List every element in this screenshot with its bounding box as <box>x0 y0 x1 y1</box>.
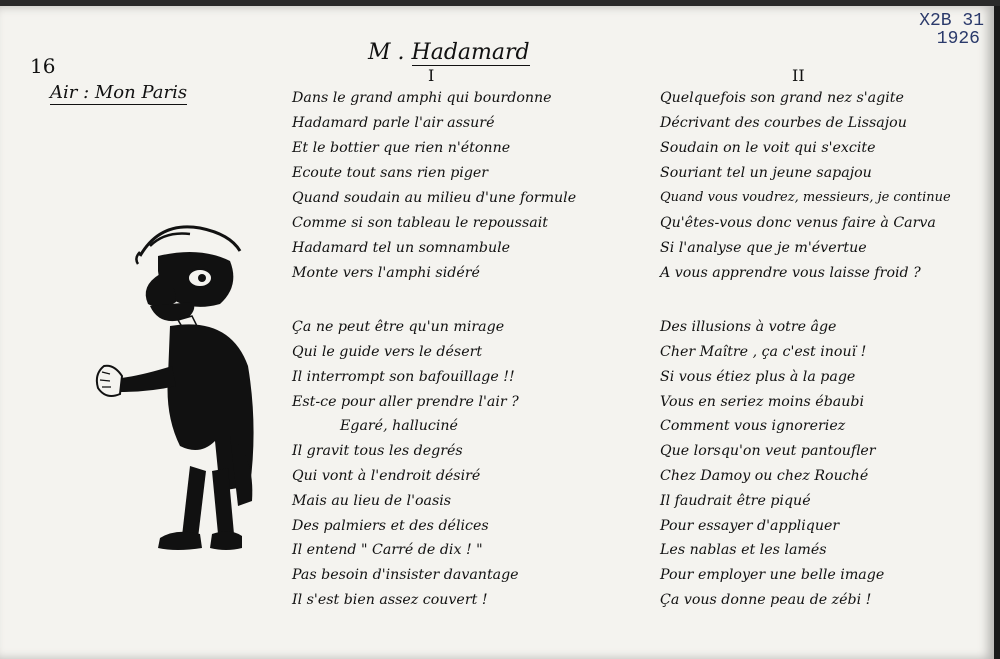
verse-column-2 <box>660 90 990 630</box>
stanza-heading-1: I <box>428 66 435 85</box>
verse-line: Hadamard tel un somnambule <box>292 240 511 256</box>
verse-line: Comment vous ignoreriez <box>660 418 846 434</box>
verse-line: Cher Maître , ça c'est inouï ! <box>660 344 867 360</box>
verse-line: Des palmiers et des délices <box>292 518 489 534</box>
title-prefix: M . <box>368 40 412 65</box>
song-title <box>368 40 530 65</box>
archive-ref-line1: X2B 31 <box>919 11 984 31</box>
verse-line: Il gravit tous les degrés <box>292 443 463 459</box>
verse-line: A vous apprendre vous laisse froid ? <box>660 265 921 281</box>
verse-line: Est-ce pour aller prendre l'air ? <box>292 394 519 410</box>
verse-line: Pour essayer d'appliquer <box>660 518 840 534</box>
verse-line: Souriant tel un jeune sapajou <box>660 165 872 181</box>
verse-line: Décrivant des courbes de Lissajou <box>660 115 907 131</box>
verse-line: Comme si son tableau le repoussait <box>292 215 548 231</box>
verse-line: Quand soudain au milieu d'une formule <box>292 190 577 206</box>
verse-line: Hadamard parle l'air assuré <box>292 115 495 131</box>
verse-line: Quelquefois son grand nez s'agite <box>660 90 904 106</box>
verse-line: Ça vous donne peau de zébi ! <box>660 592 872 608</box>
verse-line: Chez Damoy ou chez Rouché <box>660 468 869 484</box>
verse-column-1 <box>292 90 612 630</box>
verse-line: Mais au lieu de l'oasis <box>292 493 452 509</box>
verse-line: Dans le grand amphi qui bourdonne <box>292 90 552 106</box>
archive-ref-line2: 1926 <box>936 29 980 49</box>
verse-line: Il entend " Carré de dix ! " <box>292 542 483 558</box>
stanza-heading-2: II <box>792 66 805 85</box>
verse-line: Qu'êtes-vous donc venus faire à Carva <box>660 215 936 231</box>
verse-line: Si vous étiez plus à la page <box>660 369 856 385</box>
verse-line: Des illusions à votre âge <box>660 319 837 335</box>
verse-line: Pas besoin d'insister davantage <box>292 567 519 583</box>
verse-line: Quand vous voudrez, messieurs, je continue <box>660 190 951 205</box>
verse-line: Qui le guide vers le désert <box>292 344 483 360</box>
verse-line: Si l'analyse que je m'évertue <box>660 240 867 256</box>
verse-line: Pour employer une belle image <box>660 567 885 583</box>
verse-line: Les nablas et les lamés <box>660 542 827 558</box>
verse-line: Egaré, halluciné <box>340 418 458 434</box>
verse-line: Il faudrait être piqué <box>660 493 811 509</box>
notebook-page <box>0 6 994 659</box>
verse-line: Monte vers l'amphi sidéré <box>292 265 480 281</box>
page-number: 16 <box>30 54 56 78</box>
verse-line: Vous en seriez moins ébaubi <box>660 394 864 410</box>
caricature-illustration <box>80 216 280 576</box>
title-name: Hadamard <box>411 40 530 65</box>
verse-line: Il interrompt son bafouillage !! <box>292 369 515 385</box>
verse-line: Qui vont à l'endroit désiré <box>292 468 481 484</box>
verse-line: Ça ne peut être qu'un mirage <box>292 319 505 335</box>
verse-line: Il s'est bien assez couvert ! <box>292 592 488 608</box>
tune-label: Air : Mon Paris <box>50 82 188 103</box>
verse-line: Soudain on le voit qui s'excite <box>660 140 876 156</box>
verse-line: Que lorsqu'on veut pantoufler <box>660 443 876 459</box>
archive-reference <box>919 12 984 48</box>
verse-line: Ecoute tout sans rien piger <box>292 165 489 181</box>
verse-line: Et le bottier que rien n'étonne <box>292 140 511 156</box>
